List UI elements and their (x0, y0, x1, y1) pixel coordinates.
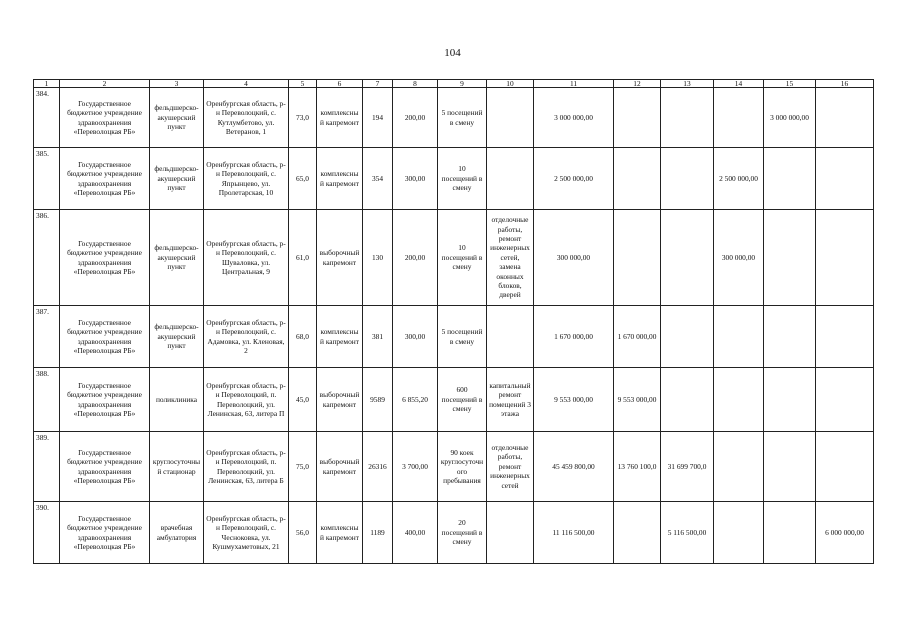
organization-cell: Государственное бюджетное учреждение здравоохранения «Переволоцкая РБ» (60, 368, 150, 432)
year-cost-cell (764, 502, 816, 564)
year-cost-cell: 6 000 000,00 (816, 502, 874, 564)
area-cell: 26316 (363, 432, 393, 502)
load-cell: 10 посещений в смену (438, 210, 487, 306)
year-cost-cell (816, 432, 874, 502)
address-cell: Оренбургская область, р-н Переволоцкий, с. Адамовка, ул. Кленовая, 2 (204, 306, 289, 368)
total-cost-cell: 3 000 000,00 (534, 88, 614, 148)
year-cost-cell: 5 116 500,00 (661, 502, 714, 564)
works-cell: отделочные работы, ремонт инженерных сетей, замена оконных блоков, дверей (487, 210, 534, 306)
row-number: 388. (34, 368, 60, 432)
facility-type-cell: фельдшерско-акушерский пункт (150, 88, 204, 148)
load-cell: 10 посещений в смену (438, 148, 487, 210)
total-cost-cell: 45 459 800,00 (534, 432, 614, 502)
row-number: 389. (34, 432, 60, 502)
address-cell: Оренбургская область, р-н Переволоцкий, с. Кутлумбетово, ул. Ветеранов, 1 (204, 88, 289, 148)
year-cost-cell (714, 502, 764, 564)
year-cost-cell (816, 368, 874, 432)
capacity-cell: 6 855,20 (393, 368, 438, 432)
repair-type-cell: комплексный капремонт (317, 502, 363, 564)
table-row (34, 432, 874, 502)
table-row (34, 368, 874, 432)
works-cell (487, 88, 534, 148)
total-cost-cell: 11 116 500,00 (534, 502, 614, 564)
table-row (34, 502, 874, 564)
header-cell: 12 (614, 80, 661, 88)
table-row (34, 88, 874, 148)
header-cell: 1 (34, 80, 60, 88)
year-cost-cell (816, 306, 874, 368)
organization-cell: Государственное бюджетное учреждение здравоохранения «Переволоцкая РБ» (60, 210, 150, 306)
facility-type-cell: круглосуточный стационар (150, 432, 204, 502)
works-cell: капитальный ремонт помещений 3 этажа (487, 368, 534, 432)
load-cell: 90 коек круглосуточного пребывания (438, 432, 487, 502)
capacity-cell: 3 700,00 (393, 432, 438, 502)
year-cost-cell (661, 368, 714, 432)
address-cell: Оренбургская область, р-н Переволоцкий, п. Переволоцкий, ул. Ленинская, 63, литера П (204, 368, 289, 432)
header-cell: 14 (714, 80, 764, 88)
row-number: 390. (34, 502, 60, 564)
facility-type-cell: фельдшерско-акушерский пункт (150, 148, 204, 210)
table-row (34, 210, 874, 306)
repair-type-cell: выборочный капремонт (317, 368, 363, 432)
header-cell: 6 (317, 80, 363, 88)
total-cost-cell: 2 500 000,00 (534, 148, 614, 210)
year-cost-cell: 31 699 700,0 (661, 432, 714, 502)
facility-type-cell: фельдшерско-акушерский пункт (150, 306, 204, 368)
year-cost-cell (714, 432, 764, 502)
capacity-cell: 300,00 (393, 148, 438, 210)
area-cell: 1189 (363, 502, 393, 564)
year-cost-cell (614, 88, 661, 148)
header-cell: 16 (816, 80, 874, 88)
row-number: 385. (34, 148, 60, 210)
works-cell (487, 306, 534, 368)
organization-cell: Государственное бюджетное учреждение здравоохранения «Переволоцкая РБ» (60, 502, 150, 564)
total-cost-cell: 1 670 000,00 (534, 306, 614, 368)
header-cell: 8 (393, 80, 438, 88)
year-cost-cell (614, 502, 661, 564)
year-cost-cell (714, 88, 764, 148)
area-cell: 381 (363, 306, 393, 368)
works-cell: отделочные работы, ремонт инженерных сетей (487, 432, 534, 502)
year-cost-cell: 2 500 000,00 (714, 148, 764, 210)
year-cost-cell (614, 210, 661, 306)
total-cost-cell: 9 553 000,00 (534, 368, 614, 432)
area-cell: 354 (363, 148, 393, 210)
area-cell: 9589 (363, 368, 393, 432)
area-cell: 194 (363, 88, 393, 148)
repair-type-cell: выборочный капремонт (317, 210, 363, 306)
capacity-cell: 200,00 (393, 210, 438, 306)
year-cost-cell (764, 306, 816, 368)
address-cell: Оренбургская область, р-н Переволоцкий, с. Чесноковка, ул. Кушмухаметовых, 21 (204, 502, 289, 564)
year-cost-cell (816, 148, 874, 210)
address-cell: Оренбургская область, р-н Переволоцкий, п. Переволоцкий, ул. Ленинская, 63, литера Б (204, 432, 289, 502)
wear-cell: 61,0 (289, 210, 317, 306)
row-number: 387. (34, 306, 60, 368)
load-cell: 5 посещений в смену (438, 306, 487, 368)
year-cost-cell (661, 210, 714, 306)
repair-type-cell: комплексный капремонт (317, 306, 363, 368)
year-cost-cell (764, 148, 816, 210)
header-cell: 13 (661, 80, 714, 88)
year-cost-cell: 3 000 000,00 (764, 88, 816, 148)
load-cell: 20 посещений в смену (438, 502, 487, 564)
year-cost-cell (661, 148, 714, 210)
year-cost-cell (816, 88, 874, 148)
wear-cell: 73,0 (289, 88, 317, 148)
wear-cell: 45,0 (289, 368, 317, 432)
repair-type-cell: выборочный капремонт (317, 432, 363, 502)
facility-type-cell: врачебная амбулатория (150, 502, 204, 564)
year-cost-cell (661, 306, 714, 368)
total-cost-cell: 300 000,00 (534, 210, 614, 306)
header-row (34, 80, 874, 88)
capacity-cell: 400,00 (393, 502, 438, 564)
header-cell: 10 (487, 80, 534, 88)
year-cost-cell (614, 148, 661, 210)
repair-type-cell: комплексный капремонт (317, 88, 363, 148)
organization-cell: Государственное бюджетное учреждение здравоохранения «Переволоцкая РБ» (60, 88, 150, 148)
year-cost-cell (714, 368, 764, 432)
header-cell: 11 (534, 80, 614, 88)
page-number: 104 (444, 47, 461, 59)
wear-cell: 56,0 (289, 502, 317, 564)
header-cell: 9 (438, 80, 487, 88)
facilities-table (33, 79, 874, 564)
header-cell: 2 (60, 80, 150, 88)
year-cost-cell (714, 306, 764, 368)
load-cell: 5 посещений в смену (438, 88, 487, 148)
organization-cell: Государственное бюджетное учреждение здравоохранения «Переволоцкая РБ» (60, 148, 150, 210)
organization-cell: Государственное бюджетное учреждение здравоохранения «Переволоцкая РБ» (60, 432, 150, 502)
load-cell: 600 посещений в смену (438, 368, 487, 432)
capacity-cell: 200,00 (393, 88, 438, 148)
wear-cell: 68,0 (289, 306, 317, 368)
area-cell: 130 (363, 210, 393, 306)
year-cost-cell: 1 670 000,00 (614, 306, 661, 368)
header-cell: 3 (150, 80, 204, 88)
facility-type-cell: поликлиника (150, 368, 204, 432)
wear-cell: 65,0 (289, 148, 317, 210)
row-number: 386. (34, 210, 60, 306)
row-number: 384. (34, 88, 60, 148)
year-cost-cell (764, 432, 816, 502)
repair-type-cell: комплексный капремонт (317, 148, 363, 210)
organization-cell: Государственное бюджетное учреждение здравоохранения «Переволоцкая РБ» (60, 306, 150, 368)
year-cost-cell: 9 553 000,00 (614, 368, 661, 432)
capacity-cell: 300,00 (393, 306, 438, 368)
year-cost-cell: 300 000,00 (714, 210, 764, 306)
address-cell: Оренбургская область, р-н Переволоцкий, с. Япрынцево, ул. Пролетарская, 10 (204, 148, 289, 210)
header-cell: 7 (363, 80, 393, 88)
year-cost-cell (764, 210, 816, 306)
header-cell: 5 (289, 80, 317, 88)
address-cell: Оренбургская область, р-н Переволоцкий, с. Шуваловка, ул. Центральная, 9 (204, 210, 289, 306)
year-cost-cell (816, 210, 874, 306)
table-row (34, 148, 874, 210)
header-cell: 15 (764, 80, 816, 88)
year-cost-cell (764, 368, 816, 432)
facility-type-cell: фельдшерско-акушерский пункт (150, 210, 204, 306)
wear-cell: 75,0 (289, 432, 317, 502)
table-row (34, 306, 874, 368)
works-cell (487, 502, 534, 564)
works-cell (487, 148, 534, 210)
year-cost-cell (661, 88, 714, 148)
header-cell: 4 (204, 80, 289, 88)
year-cost-cell: 13 760 100,0 (614, 432, 661, 502)
